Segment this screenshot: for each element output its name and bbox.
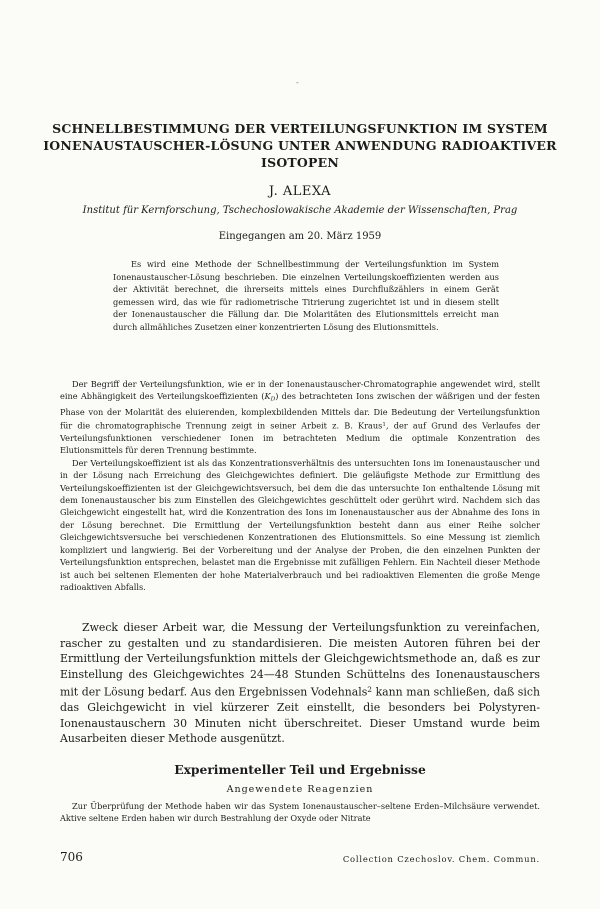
- abstract: Es wird eine Methode der Schnellbestimmung der Verteilungsfunktion im System Ionenaustauscher-Lösung beschrieben. Die einzelnen Verteilungskoeffizienten werden aus der Aktivität berechnet, die ihrerseits mittels eines Durchflußzählers in einem Gerät gemessen wird, das wie für radiometrische Titrierung zugerichtet ist und in diesem stellt der Ionenaustauscher die Fällung dar. Die Molaritäten des Elutionsmittels erreicht man durch allmähliches Zusetzen einer konzentrierten Lösung des Elutionsmittels.: [113, 259, 499, 332]
- intro-p1-text-c: , der auf Grund des Verlaufes der Verteilungsfunktionen verschiedener Ionen im betrachteten Medium die optimale Konzentration des Elutionsmittels für deren Trennung bestimmte.: [60, 420, 540, 456]
- reagents-paragraph: Zur Überprüfung der Methode haben wir das System Ionenaustauscher–seltene Erden–Milchsäure verwendet. Aktive seltene Erden haben wir durch Bestrahlung der Oxyde oder Nitrate: [60, 801, 540, 824]
- author-affiliation: Institut für Kernforschung, Tschechoslowakische Akademie der Wissenschaften, Prag: [82, 205, 518, 216]
- kd-subscript: D: [270, 396, 276, 403]
- intro-paragraph-1: [60, 378, 540, 457]
- section-heading: Experimenteller Teil und Ergebnisse: [174, 762, 426, 777]
- purpose-paragraph: [60, 620, 540, 747]
- kd-symbol: [264, 391, 275, 401]
- journal-name: Collection Czechoslov. Chem. Commun.: [342, 854, 540, 864]
- kd-main: K: [264, 391, 271, 402]
- header-mark: -: [296, 78, 299, 87]
- purpose-text-a: Zweck dieser Arbeit war, die Messung der Verteilungsfunktion zu vereinfachen, rascher zu gestalten und zu standardisieren. Die meisten Autoren führen bei der Ermittlung der Verteilungsfunktion mittels der Gleichgewichtsmethode an, daß es zur Einstellung des Gleichgewichtes 24—48 Stunden Schüttelns des Ionenaustauschers mit der Lösung bedarf. Aus den Ergebnissen Vodehnals: [60, 621, 540, 699]
- subsection-heading: Angewendete Reagenzien: [226, 784, 374, 795]
- purpose-text-b: kann man schließen, daß sich das Gleichgewicht in viel kürzerer Zeit einstellt, die besonders bei Polystyren-Ionenaustauschern 30 Minuten nicht überschreitet. Dieser Umstand wurde beim Ausarbeiten dieser Methode ausgenützt.: [60, 685, 540, 746]
- intro-p1-text-b: ) des betrachteten Ions zwischen der wäßrigen und der festen Phase von der Molarität des eluierenden, komplexbildenden Mittels dar. Die Bedeutung der Verteilungsfunktion für die chromatographische Trennung zeigt in seiner Arbeit z. B. Kraus: [60, 391, 540, 431]
- reference-2: 2: [367, 685, 373, 695]
- received-date: Eingegangen am 20. März 1959: [218, 231, 382, 242]
- intro-paragraph-2: Der Verteilungskoeffizient ist als das Konzentrationsverhältnis des untersuchten Ions im Ionenaustauscher und in der Lösung nach Erreichung des Gleichgewichtes definiert. Die geläufigste Methode zur Ermittlung des Verteilungskoeffizienten ist der Gleichgewichtsversuch, bei dem die das untersuchte Ion enthaltende Lösung mit dem Ionenaustauscher bis zum Einstellen des Gleichgewichtes geschüttelt oder gerührt wird. Nachdem sich das Gleichgewicht eingestellt hat, wird die Konzentration des Ions im Ionenaustauscher aus der Abnahme des Ions in der Lösung berechnet. Die Ermittlung der Verteilungsfunktion besteht dann aus einer Reihe solcher Gleichgewichtsversuche bei verschiedenen Konzentrationen des Elutionsmittels. So eine Messung ist ziemlich kompliziert und langwierig. Bei der Vorbereitung und der Analyse der Proben, die den einzelnen Punkten der Verteilungsfunktion entsprechen, belastet man die Ergebnisse mit zufälligen Fehlern. Ein Nachteil dieser Methode ist auch bei seltenen Elementen der hohe Materialverbrauch und bei radioaktiven Elementen die große Menge radioaktiven Abfalls.: [60, 457, 540, 593]
- reference-1: 1: [382, 421, 386, 428]
- article-title: SCHNELLBESTIMMUNG DER VERTEILUNGSFUNKTION IM SYSTEM IONENAUSTAUSCHER-LÖSUNG UNTER ANWENDUNG RADIOAKTIVER ISOTOPEN: [43, 121, 557, 170]
- introduction: [60, 378, 540, 594]
- intro-p1-text-a: Der Begriff der Verteilungsfunktion, wie er in der Ionenaustauscher-Chromatographie angewendet wird, stellt eine Abhängigkeit des Verteilungskoeffizienten (: [60, 379, 540, 402]
- page-number: 706: [60, 850, 83, 864]
- author-name: J. ALEXA: [268, 184, 332, 199]
